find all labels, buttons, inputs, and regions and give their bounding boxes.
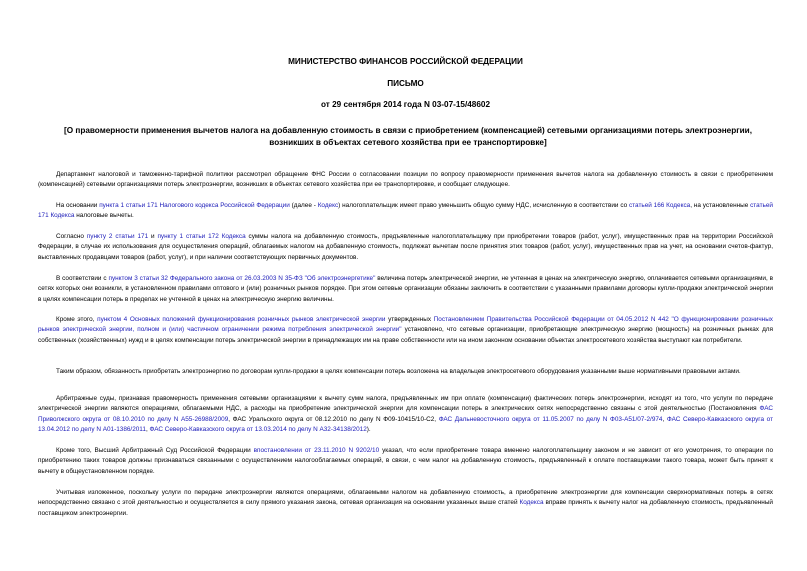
- paragraph-5: [38, 315, 773, 346]
- paragraph-1: [38, 170, 773, 191]
- paragraph-7: [38, 394, 773, 435]
- paragraph-2: [38, 201, 773, 222]
- p1-text: Департамент налоговой и таможенно-тарифной политики рассмотрел обращение ФНС России о согласовании позиции по вопросу правомерности применения вычетов налога на добавленную стоимость в связи с приобретением (компенсацией) сетевыми организациями потерь электроэнергии, возникших в объектах сетевого хозяйства при ее транспортировке, и сообщает следующее.: [38, 171, 773, 189]
- p5-text-a: Кроме этого,: [56, 316, 98, 323]
- document-topic: [О правомерности применения вычетов налога на добавленную стоимость в связи с приобретением (компенсацией) сетевыми организациями потерь электроэнергии, возникших в объектах сетевого хозяйства при ее транспортировке]: [64, 126, 752, 147]
- p8-text-a: Кроме того, Высший Арбитражный Суд Российской Федерации: [56, 447, 254, 454]
- p2-text-d: , на установленные: [690, 202, 751, 209]
- p2-text-a: На основании: [56, 202, 100, 209]
- p7-text-d: ,: [145, 425, 150, 433]
- document-date: от 29 сентября 2014 года N 03-07-15/48602: [320, 100, 491, 109]
- p7-text-b: , ФАС Уральского округа от 08.12.2010 по делу N Ф09-10415/10-С2,: [228, 415, 439, 423]
- link-fas-sk-2012[interactable]: ФАС Северо-Кавказского округа от 13.04.2012 по делу N А01-1386/2011: [38, 415, 773, 433]
- p9-text-b: вправе принять к вычету налог на добавленную стоимость, предъявленный поставщиком электроэнергии.: [38, 499, 773, 517]
- p3-text-b: и: [148, 233, 158, 240]
- document-type: ПИСЬМО: [387, 79, 424, 88]
- link-art171[interactable]: статьей 171 Кодекса: [38, 202, 773, 220]
- paragraph-3: [38, 232, 773, 263]
- p7-text-e: ).: [366, 425, 371, 433]
- p4-text-b: величина потерь электрической энергии, не учтенная в ценах на электрическую энергию, оплачивается сетевыми организациями, в сетях которых они возникли, в установленном правилами оптового и (или) розничных рынков порядке. При этом сетевые организации обязаны заключить в соответствии с указанными правилами договоры купли-продажи электрической энергии в целях компенсации потерь в пределах не учтенной в ценах на электрическую энергию величины.: [38, 275, 774, 303]
- p2-text-b: (далее -: [289, 202, 318, 209]
- paragraph-8: [38, 446, 773, 477]
- p5-text-c: установлено, что сетевые организации, приобретающие электрическую энергию (мощность) на розничных рынках для собственных (хозяйственных) нужд и в целях компенсации потерь электрической энергии в принадлежащих им на праве собственности или на ином законном основании объектах электросетевого хозяйства выступают как потребители.: [38, 326, 773, 344]
- paragraph-9: [38, 488, 773, 519]
- paragraph-4: [38, 274, 773, 305]
- link-fas-privolzhsky[interactable]: ФАС Приволжского округа от 08.10.2010 по делу N А55-26988/2009: [38, 405, 773, 423]
- link-kodeks-2[interactable]: Кодекса: [519, 499, 544, 507]
- p6-text: Таким образом, обязанность приобретать электроэнергию по договорам купли-продажи в целях компенсации потерь возложена на владельцев электросетевого оборудования указанными выше нормативными правовыми актами.: [56, 368, 741, 375]
- link-art171-p2[interactable]: пункту 2 статьи 171: [86, 233, 149, 240]
- link-osnovnye-polozheniya[interactable]: пунктом 4 Основных положений функционирования розничных рынков электрической энергии: [97, 316, 386, 323]
- paragraph-6: [38, 367, 773, 377]
- link-art172-p1[interactable]: пункту 1 статьи 172 Кодекса: [157, 233, 246, 240]
- p9-text-a: Учитывая изложенное, поскольку услуги по передаче электроэнергии являются операциями, облагаемыми налогом на добавленную стоимость, а приобретение электроэнергии для компенсации сверхнормативных потерь в сетях непосредственно связано с этой деятельностью и осуществляется в силу прямого указания закона, сетевая организация на основании указанных выше статей: [38, 489, 773, 507]
- p7-text-a: Арбитражные суды, признавая правомерность применения сетевыми организациями к вычету сумм налога, предъявленных им при оплате (компенсации) фактических потерь электроэнергии, исходят из того, что услуги по передаче электрической энергии являются операциями, облагаемыми НДС, а расходы на приобретение электрической энергии для компенсации потерь в электрических сетях непосредственно связаны с этой деятельностью (Постановления: [38, 395, 773, 413]
- p3-text-c: суммы налога на добавленную стоимость, предъявленные налогоплательщику при приобретении товаров (работ, услуг), имущественных прав на территории Российской Федерации, в случае их использования для осуществления операций, облагаемых налогом на добавленную стоимость, подлежат вычетам после принятия этих товаров (работ, услуг), имущественных прав на учет, на основании счетов-фактур, выставленных продавцами товаров (работ, услуг), и при наличии соответствующих первичных документов.: [38, 233, 773, 261]
- link-postanovlenie-442[interactable]: Постановлением Правительства Российской Федерации от 04.05.2012 N 442 "О функционировании розничных рынков электрической энергии, полном и (или) частичном ограничении режима потребления электрической энергии": [38, 316, 773, 334]
- link-35fz[interactable]: пунктом 3 статьи 32 Федерального закона от 26.03.2003 N 35-ФЗ "Об электроэнергетике": [108, 275, 376, 282]
- link-fas-dalnevostochny[interactable]: ФАС Дальневосточного округа от 11.05.2007 по делу N Ф03-А51/07-2/974: [438, 415, 663, 423]
- link-art171-p1[interactable]: пункта 1 статьи 171 Налогового кодекса Российской Федерации: [99, 202, 290, 209]
- p3-text-a: Согласно: [56, 233, 87, 240]
- ministry-title: МИНИСТЕРСТВО ФИНАНСОВ РОССИЙСКОЙ ФЕДЕРАЦИИ: [288, 57, 523, 66]
- link-kodeks[interactable]: Кодекс: [317, 202, 339, 209]
- p8-text-b: указал, что если приобретение товара вменено налогоплательщику законом и не зависит от его усмотрения, то операции по приобретению таких товаров должны признаваться связанными с осуществлением налогооблагаемых операций, в связи, с чем налог на добавленную стоимость, предъявленный к оплате поставщиками такого товара, может быть принят к вычету в общеустановленном порядке.: [38, 447, 773, 475]
- p5-text-b: утвержденных: [385, 316, 434, 323]
- p4-text-a: В соответствии с: [56, 275, 109, 282]
- p2-text-c: ) налогоплательщик имеет право уменьшить общую сумму НДС, исчисленную в соответствии со: [338, 202, 629, 209]
- p7-text-c: ,: [662, 415, 667, 423]
- link-vas-9202[interactable]: впостановлении от 23.11.2010 N 9202/10: [253, 447, 380, 454]
- link-fas-sk-2014[interactable]: ФАС Северо-Кавказского округа от 13.03.2014 по делу N А32-34138/2012: [149, 425, 367, 433]
- p2-text-e: налоговые вычеты.: [74, 212, 134, 220]
- link-art166[interactable]: статьей 166 Кодекса: [628, 202, 691, 209]
